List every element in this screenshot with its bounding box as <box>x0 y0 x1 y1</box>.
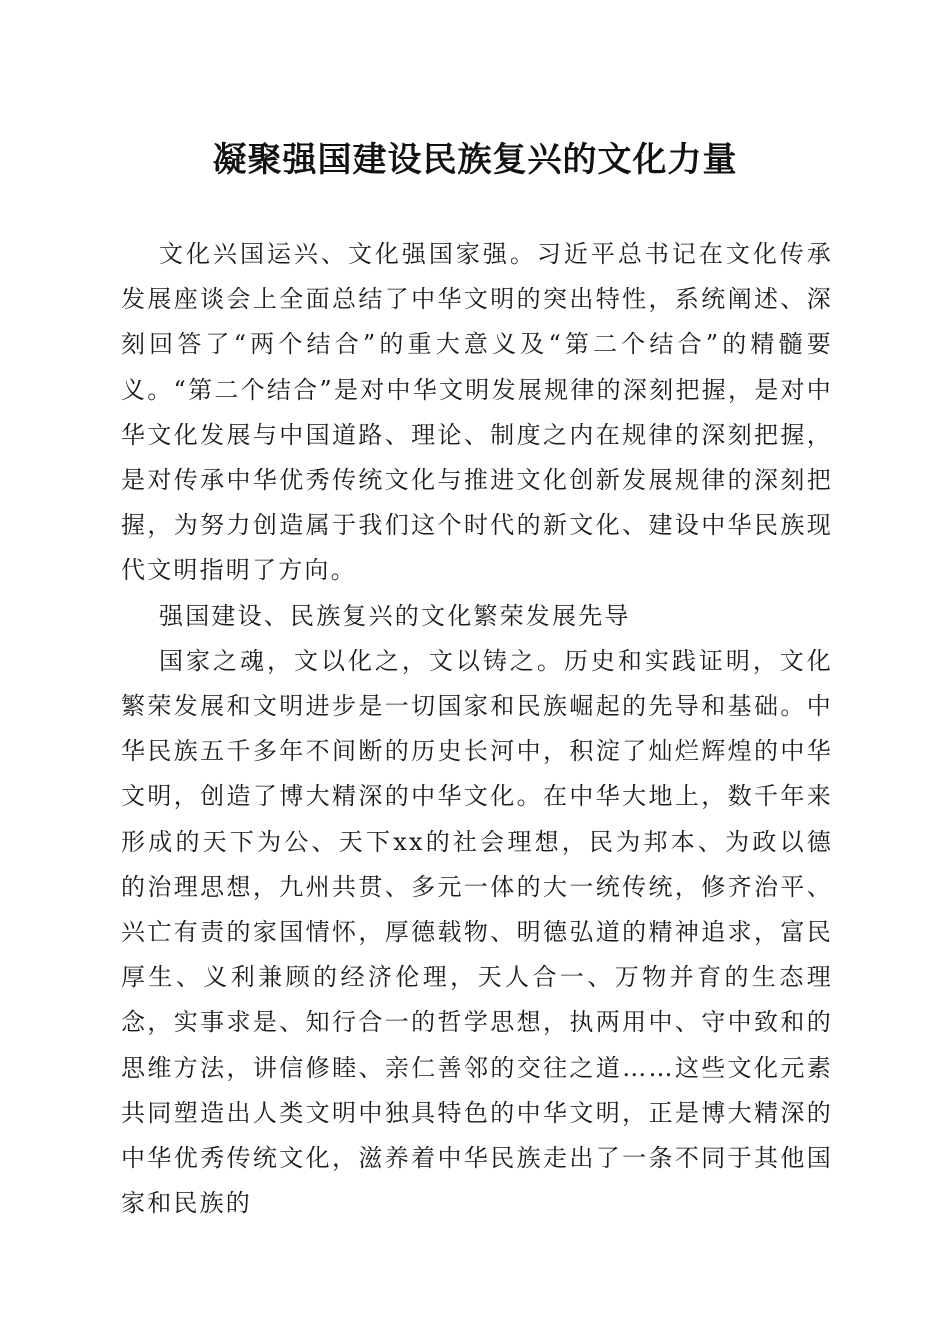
document-title: 凝聚强国建设民族复兴的文化力量 <box>212 140 738 180</box>
section-heading: 强国建设、民族复兴的文化繁荣发展先导 <box>159 601 631 630</box>
paragraph-culture-soul: 国家之魂，文以化之，文以铸之。历史和实践证明，文化繁荣发展和文明进步是一切国家和民族崛起的先导和基础。中华民族五千多年不间断的历史长河中，积淀了灿烂辉煌的中华文明，创造了博大精深的中华文化。在中华大地上，数千年来形成的天下为公、天下xx的社会理想，民为邦本、为政以德的治理思想，九州共贯、多元一体的大一统传统，修齐治平、兴亡有责的家国情怀，厚德载物、明德弘道的精神追求，富民厚生、义利兼顾的经济伦理，天人合一、万物并育的生态理念，实事求是、知行合一的哲学思想，执两用中、守中致和的思维方法，讲信修睦、亲仁善邻的交往之道……这些文化元素共同塑造出人类文明中独具特色的中华文明，正是博大精深的中华优秀传统文化，滋养着中华民族走出了一条不同于其他国家和民族的 <box>121 646 833 1218</box>
document-body <box>121 232 833 1226</box>
paragraph-intro: 文化兴国运兴、文化强国家强。习近平总书记在文化传承发展座谈会上全面总结了中华文明的突出特性，系统阐述、深刻回答了“两个结合”的重大意义及“第二个结合”的精髓要义。“第二个结合”是对中华文明发展规律的深刻把握，是对中华文化发展与中国道路、理论、制度之内在规律的深刻把握，是对传承中华优秀传统文化与推进文化创新发展规律的深刻把握，为努力创造属于我们这个时代的新文化、建设中华民族现代文明指明了方向。 <box>121 240 833 585</box>
